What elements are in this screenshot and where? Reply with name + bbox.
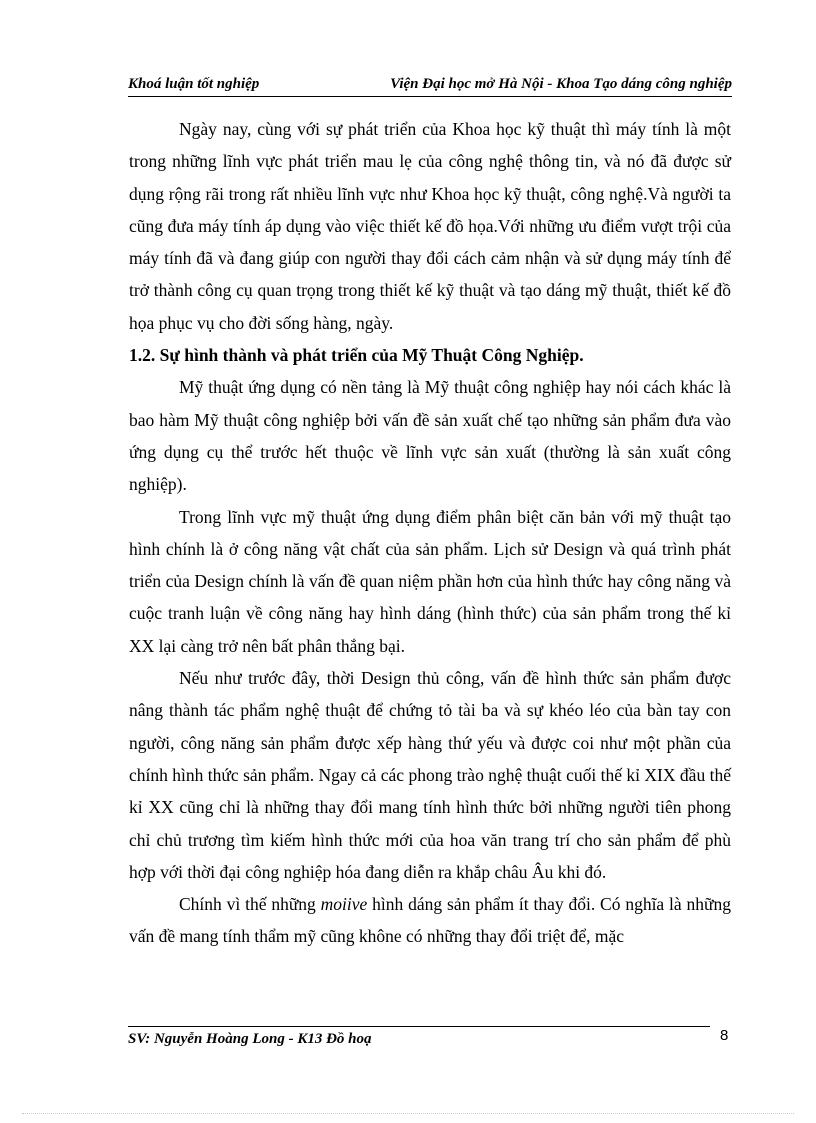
paragraph-5-end: hình dáng sản phẩm ít thay đổi. Có nghĩa là những vấn đề mang tính thẩm mỹ cũng khône có những thay đổi triệt để, mặc xyxy=(129,894,732,947)
paragraph-1: Ngày nay, cùng với sự phát triển của Khoa học kỹ thuật thì máy tính là một trong những lĩnh vực phát triển mau lẹ của công nghệ thông tin, và nó đã được sử dụng rộng rãi trong rất nhiều lĩnh vực như Khoa học kỹ thuật, công nghệ.Và người ta cũng đưa máy tính áp dụng vào việc thiết kế đồ họa.Với những ưu điểm vượt trội của máy tính đã và đang giúp con người thay đổi cách cảm nhận và sử dụng máy tính để trở thành công cụ quan trọng trong thiết kế kỹ thuật và tạo dáng mỹ thuật, thiết kế đồ họa phục vụ cho đời sống hàng, ngày. xyxy=(129,119,731,333)
paragraph-5 xyxy=(129,888,731,953)
page-number: 8 xyxy=(720,1027,729,1044)
paragraph-5-start: Chính vì thế những xyxy=(179,894,321,915)
paragraph-3: Trong lĩnh vực mỹ thuật ứng dụng điểm phân biệt căn bản với mỹ thuật tạo hình chính là ở công năng vật chất của sản phẩm. Lịch sử Design và quá trình phát triển của Design chính là vấn đề quan niệm phần hơn của hình thức hay công năng và cuộc tranh luận về công năng hay hình dáng (hình thức) của sản phẩm trong thế kỉ XX lại càng trở nên bất phân thắng bại. xyxy=(129,506,731,656)
paragraph-4: Nếu như trước đây, thời Design thủ công, vấn đề hình thức sản phẩm được nâng thành tác phẩm nghệ thuật để chứng tỏ tài ba và sự khéo léo của bàn tay con người, công năng sản phẩm được xếp hàng thứ yếu và được coi như một phần của chính hình thức sản phẩm. Ngay cả các phong trào nghệ thuật cuối thế kỉ XIX đầu thế kỉ XX cũng chỉ là những thay đổi mang tính hình thức bởi những người tiên phong chỉ chủ trương tìm kiếm hình thức mới của hoa văn trang trí cho sản phẩm để phù hợp với thời đại công nghiệp hóa đang diễn ra khắp châu Âu khi đó. xyxy=(129,668,731,882)
page-break-line xyxy=(22,1113,794,1114)
paragraph-5-italic-word: moiive xyxy=(320,894,368,915)
header-rule xyxy=(128,96,732,97)
footer-rule xyxy=(128,1026,710,1027)
section-heading: 1.2. Sự hình thành và phát triển của Mỹ Thuật Công Nghiệp. xyxy=(129,345,584,366)
page-header xyxy=(128,74,732,94)
paragraph-2: Mỹ thuật ứng dụng có nền tảng là Mỹ thuật công nghiệp hay nói cách khác là bao hàm Mỹ thuật công nghiệp bởi vấn đề sản xuất chế tạo những sản phẩm đưa vào ứng dụng cụ thể trước hết thuộc về lĩnh vực sản xuất (thường là sản xuất công nghiệp). xyxy=(129,377,731,495)
footer-author: SV: Nguyễn Hoàng Long - K13 Đồ hoạ xyxy=(128,1031,372,1047)
header-right: Viện Đại học mở Hà Nội - Khoa Tạo dáng công nghiệp xyxy=(390,76,732,92)
page-content xyxy=(129,113,731,953)
header-left: Khoá luận tốt nghiệp xyxy=(128,76,260,92)
